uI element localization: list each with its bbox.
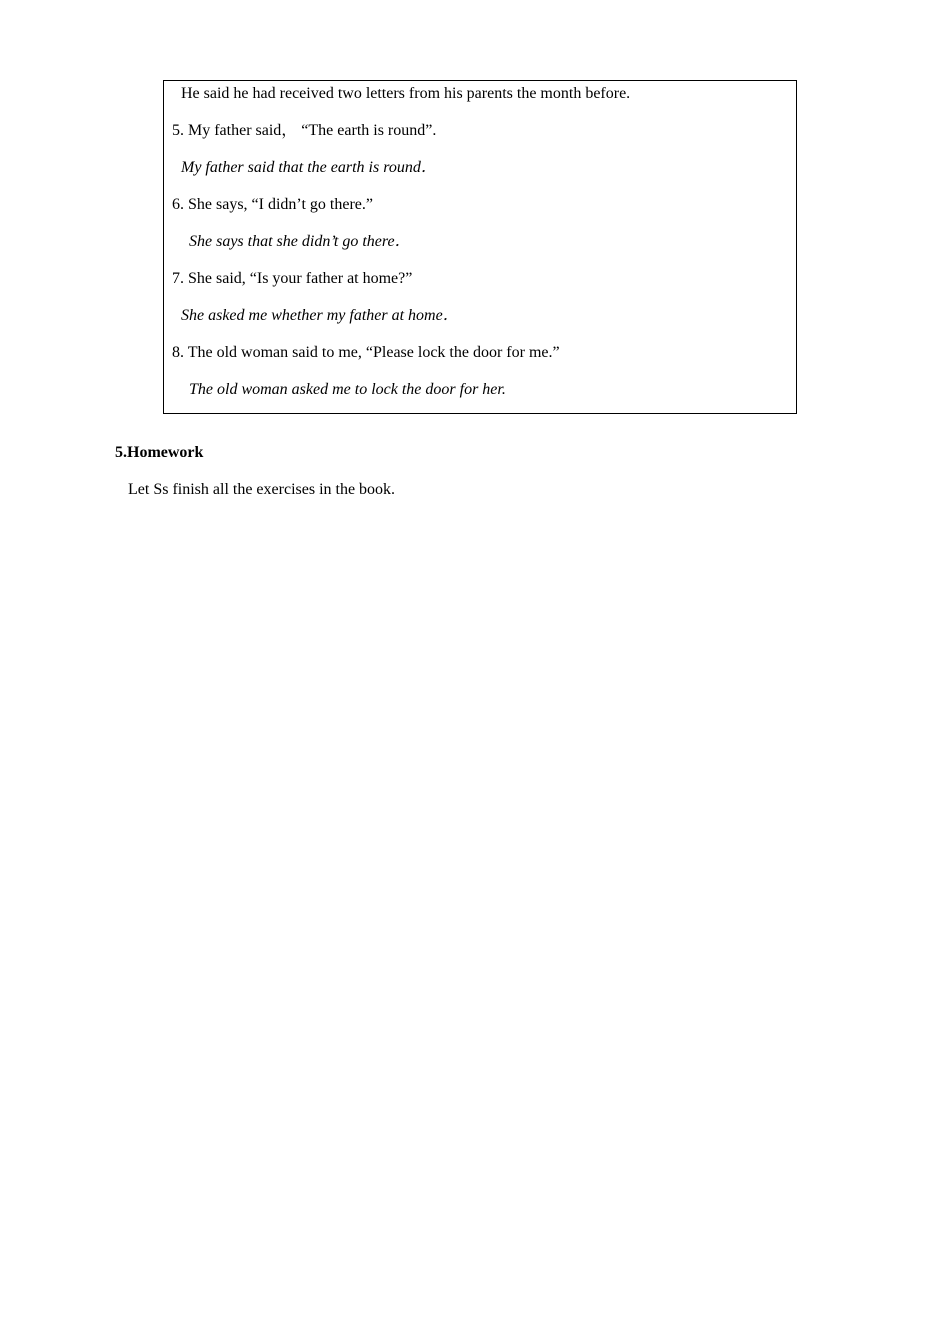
answer-line-8: The old woman asked me to lock the door for her. [189, 381, 506, 398]
homework-heading: 5.Homework [115, 444, 204, 461]
question-line-7: 7. She said, “Is your father at home?” [172, 270, 413, 287]
answer-line-5: My father said that the earth is round． [181, 159, 437, 176]
question-line-6: 6. She says, “I didn’t go there.” [172, 196, 373, 213]
answer-line-6: She says that she didn’t go there． [189, 233, 411, 250]
answer-line-7: She asked me whether my father at home． [181, 307, 459, 324]
exercise-box [163, 80, 797, 414]
question-line-8: 8. The old woman said to me, “Please lock the door for me.” [172, 344, 560, 361]
answer-line-4: He said he had received two letters from his parents the month before. [181, 85, 631, 102]
question-line-5: 5. My father said， “The earth is round”. [172, 122, 437, 139]
homework-text: Let Ss finish all the exercises in the book. [128, 481, 396, 498]
